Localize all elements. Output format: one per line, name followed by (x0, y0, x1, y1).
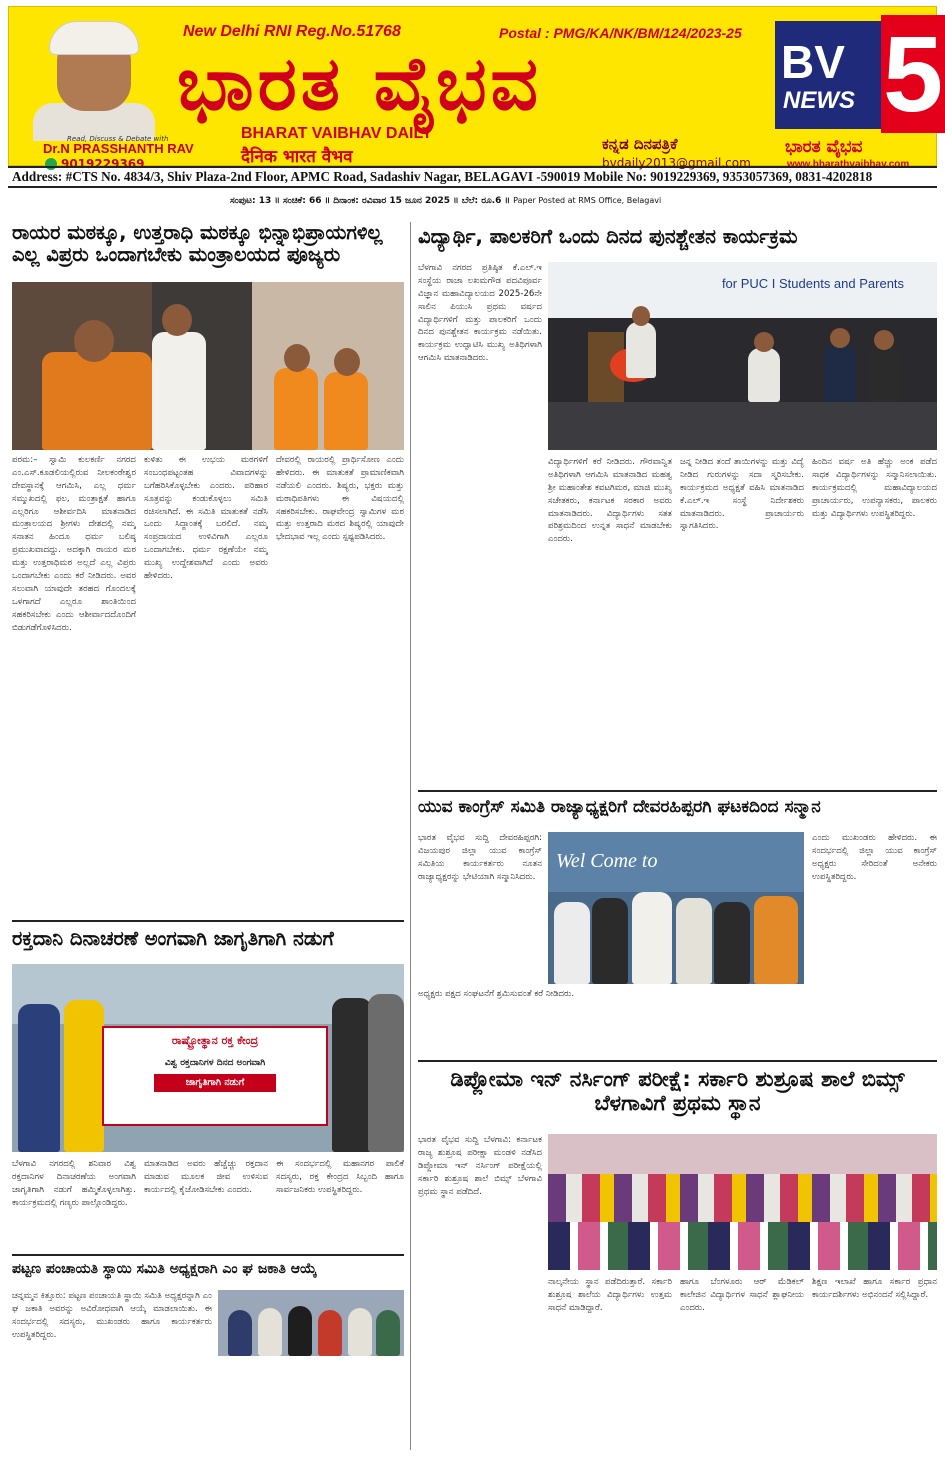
congress-column-2: ಅಧ್ಯಕ್ಷರು ಪಕ್ಷದ ಸಂಘಟನೆಗೆ ಶ್ರಮಿಸುವಂತೆ ಕರೆ ನೀಡಿದರು. (418, 989, 575, 999)
congress-headline[interactable]: ಯುವ ಕಾಂಗ್ರೆಸ್ ಸಮಿತಿ ರಾಜ್ಯಾಧ್ಯಕ್ಷರಿಗೆ ದೇವರಹಿಪ್ಪರಗಿ ಘಟಕದಿಂದ ಸನ್ಮಾನ (418, 798, 821, 817)
nursing-column-1: ಭಾರತ ವೈಭವ ಸುದ್ದಿ ಬೆಳಗಾವಿ: ಕರ್ನಾಟಕ ರಾಜ್ಯ ಶುಶ್ರೂಷ ಪರೀಕ್ಷಾ ಮಂಡಳಿ ನಡೆಸಿದ ಡಿಪ್ಲೋಮಾ ಇನ್ ನರ್ಸಿಂಗ್ ಪರೀಕ್ಷೆಯಲ್ಲಿ ಸರ್ಕಾರಿ ಶುಶ್ರೂಷ ಶಾಲೆ ಬಿಮ್ಸ್ ಬೆಳಗಾವಿ ಪ್ರಥಮ ಸ್ಥಾನ ಪಡೆದಿದೆ. (418, 1135, 542, 1197)
bv5-news-logo: BV NEWS 5 (775, 21, 941, 135)
awareness-banner: ರಾಷ್ಟ್ರೋತ್ಥಾನ ರಕ್ತ ಕೇಂದ್ರ ವಿಶ್ವ ರಕ್ತದಾನಿಗಳ ದಿನದ ಅಂಗವಾಗಿ ಜಾಗೃತಿಗಾಗಿ ನಡುಗೆ (102, 1026, 328, 1126)
column-separator (410, 222, 411, 1450)
divider (12, 1254, 404, 1256)
panchayat-photo[interactable] (218, 1290, 404, 1356)
congress-column-1: ಭಾರತ ವೈಭವ ಸುದ್ದಿ ದೇವರಹಿಪ್ಪರಗಿ: ವಿಜಯಪುರ ಜಿಲ್ಲಾ ಯುವ ಕಾಂಗ್ರೆಸ್ ಸಮಿತಿಯ ಕಾರ್ಯಕರ್ತರು ನೂತನ ರಾಜ್ಯಾಧ್ಯಕ್ಷರನ್ನು ಭೇಟಿಯಾಗಿ ಸನ್ಮಾನಿಸಿದರು. (418, 833, 542, 882)
editor-phone-number: 9019229369 (61, 157, 145, 171)
student-column-1-cont (418, 456, 542, 786)
welcome-banner: Wel Come to (556, 850, 658, 872)
divider (418, 790, 937, 792)
blood-walk-photo[interactable] (12, 964, 404, 1152)
nursing-column-4: ಶಿಕ್ಷಣ ಇಲಾಖೆ ಹಾಗೂ ಸರ್ಕಾರ ಪ್ರಧಾನ ಕಾರ್ಯದರ್ಶಿಗಳು ಅಭಿನಂದನೆ ಸಲ್ಲಿಸಿದ್ದಾರೆ. (812, 1277, 937, 1300)
editor-name: Dr.N PRASSHANTH RAV (43, 141, 194, 156)
blood-column-1: ಬೆಳಗಾವಿ ನಗರದಲ್ಲಿ ಶನಿವಾರ ವಿಶ್ವ ರಕ್ತದಾನಿಗಳ ದಿನಾಚರಣೆಯ ಅಂಗವಾಗಿ ಜಾಗೃತಿಗಾಗಿ ನಡುಗೆ ಹಮ್ಮಿಕೊಳ್ಳಲಾಗಿತ್ತು. ಕಾರ್ಯಕ್ರಮದಲ್ಲಿ ಗಣ್ಯರು ಪಾಲ್ಗೊಂಡಿದ್ದರು. (12, 1159, 136, 1208)
panchayat-headline[interactable]: ಪಟ್ಟಣ ಪಂಚಾಯತಿ ಸ್ಥಾಯಿ ಸಮಿತಿ ಅಧ್ಯಕ್ಷರಾಗಿ ಎಂ ಘ ಜಕಾತಿ ಆಯ್ಕೆ (12, 1262, 317, 1277)
nursing-award-photo[interactable] (548, 1134, 937, 1270)
student-column-2: ವಿದ್ಯಾರ್ಥಿಗಳಿಗೆ ಕರೆ ನೀಡಿದರು. ಗೌರವಾನ್ವಿತ ಅತಿಥಿಗಳಾಗಿ ಆಗಮಿಸಿ ಮಾತನಾಡಿದ ಮಹತ್ವ ಶ್ರೀ ಮಹಾಂತೇಶ ಕವಟಗಿಮಠ, ಮಾಜಿ ಮುಖ್ಯ ಸಚೇತಕರು, ಕರ್ನಾಟಕ ಸರಕಾರ ಅವರು ಮಾತನಾಡಿದರು. ವಿದ್ಯಾರ್ಥಿಗಳು ಸತತ ಪರಿಶ್ರಮದಿಂದ ಉನ್ನತ ಸಾಧನೆ ಮಾಡಬೇಕು ಎಂದರು. (548, 457, 672, 545)
nursing-headline[interactable]: ಡಿಪ್ಲೋಮಾ ಇನ್ ನರ್ಸಿಂಗ್ ಪರೀಕ್ಷೆ: ಸರ್ಕಾರಿ ಶುಶ್ರೂಷ ಶಾಲೆ ಬಿಮ್ಸ್ ಬೆಳಗಾವಿಗೆ ಪ್ರಥಮ ಸ್ಥಾನ (450, 1068, 905, 1115)
newspaper-title-english: BHARAT VAIBHAV DAILY (241, 125, 433, 142)
divider (418, 1060, 937, 1062)
bv5-kannada-name: ಭಾರತ ವೈಭವ (785, 137, 863, 157)
kannada-daily-label: ಕನ್ನಡ ದಿನಪತ್ರಿಕೆ (602, 135, 678, 153)
stage-banner: for PUC I Students and Parents (721, 276, 905, 291)
masthead-banner (8, 6, 944, 171)
student-column-3: ಜನ್ನ ನೀಡಿದ ತಂದೆ ತಾಯಿಗಳನ್ನು ಮತ್ತು ವಿದ್ಯೆ ನೀಡಿದ ಗುರುಗಳನ್ನು ಸದಾ ಸ್ಮರಿಸಬೇಕು. ಕಾರ್ಯಕ್ರಮದ ಅಧ್ಯಕ್ಷತೆ ವಹಿಸಿ ಮಾತನಾಡಿದ ಕೆ.ಎಲ್.ಇ ಸಂಸ್ಥೆ ನಿರ್ದೇಶಕರು ಮಾತನಾಡಿದರು. ಪ್ರಾಚಾರ್ಯರು ಸ್ವಾಗತಿಸಿದರು. (680, 457, 804, 532)
posted-note: Paper Posted at RMS Office, Belagavi (513, 196, 662, 205)
rni-number: New Delhi RNI Reg.No.51768 (183, 23, 401, 40)
blood-column-2: ಮಾತನಾಡಿದ ಅವರು ಹೆಚ್ಚೆಚ್ಚು ರಕ್ತದಾನ ಮಾಡುವ ಮೂಲಕ ಜೀವ ಉಳಿಸುವ ಕಾರ್ಯದಲ್ಲಿ ಕೈಜೋಡಿಸಬೇಕು ಎಂದರು. (144, 1159, 268, 1195)
panchayat-column-1: ಚನ್ನಮ್ಮನ ಕಿತ್ತೂರು: ಪಟ್ಟಣ ಪಂಚಾಯತಿ ಸ್ಥಾಯಿ ಸಮಿತಿ ಅಧ್ಯಕ್ಷರನ್ನಾಗಿ ಎಂ ಘ ಜಕಾತಿ ಅವರನ್ನು ಅವಿರೋಧವಾಗಿ ಆಯ್ಕೆ ಮಾಡಲಾಯಿತು. ಈ ಸಂದರ್ಭದಲ್ಲಿ ಸದಸ್ಯರು, ಮುಖಂಡರು ಹಾಗೂ ಕಾರ್ಯಕರ್ತರು ಉಪಸ್ಥಿತರಿದ್ದರು. (12, 1291, 212, 1340)
matha-headline[interactable]: ರಾಯರ ಮಠಕ್ಕೂ, ಉತ್ತರಾಧಿ ಮಠಕ್ಕೂ ಭಿನ್ನಾಭಿಪ್ರಾಯಗಳಿಲ್ಲ ಎಲ್ಲ ವಿಪ್ರರು ಒಂದಾಗಬೇಕು ಮಂತ್ರಾಲಯದ ಪೂಜ್ಯರು (12, 222, 383, 266)
newspaper-title-hindi: दैनिक भारत वैभव (241, 147, 353, 167)
newspaper-title: ಭಾರತ ವೈಭವ (177, 41, 543, 127)
student-column-4: ಹಿಂದಿನ ವರ್ಷ ಅತಿ ಹೆಚ್ಚು ಅಂಕ ಪಡೆದ ಸಾಧಕ ವಿದ್ಯಾರ್ಥಿಗಳನ್ನು ಸನ್ಮಾನಿಸಲಾಯಿತು. ಕಾರ್ಯಕ್ರಮದಲ್ಲಿ ಮಹಾವಿದ್ಯಾಲಯದ ಪ್ರಾಚಾರ್ಯರು, ಉಪನ್ಯಾಸಕರು, ಪಾಲಕರು ಮತ್ತು ವಿದ್ಯಾರ್ಥಿಗಳು ಉಪಸ್ಥಿತರಿದ್ದರು. (812, 457, 937, 519)
student-column-1: ಬೆಳಗಾವಿ ನಗರದ ಪ್ರತಿಷ್ಠಿತ ಕೆ.ಎಲ್.ಇ ಸಂಸ್ಥೆಯ ರಾಜಾ ಲಖಮಗೌಡ ಪದವಿಪೂರ್ವ ವಿಜ್ಞಾನ ಮಹಾವಿದ್ಯಾಲಯದ 2025-26ನೇ ಸಾಲಿನ ಪಿಯುಸಿ ಪ್ರಥಮ ವರ್ಷದ ವಿದ್ಯಾರ್ಥಿಗಳಿಗೆ ಮತ್ತು ಪಾಲಕರಿಗೆ ಒಂದು ದಿನದ ಪುನಶ್ಚೇತನ ಕಾರ್ಯಕ್ರಮ ನಡೆಯಿತು. ಕಾರ್ಯಕ್ರಮ ಉದ್ಘಾಟಿಸಿ ಮುಖ್ಯ ಅತಿಥಿಗಳಾಗಿ ಆಗಮಿಸಿ ಮಾತನಾಡಿದರು. (418, 263, 542, 364)
contact-email[interactable]: bvdaily2013@gmail.com (602, 156, 751, 170)
nursing-column-2: ನಾಲ್ಕನೇಯ ಸ್ಥಾನ ಪಡೆದಿರುತ್ತಾರೆ. ಸರ್ಕಾರಿ ಶುಶ್ರೂಷ ಶಾಲೆಯ ವಿದ್ಯಾರ್ಥಿಗಳು ಉತ್ತಮ ಸಾಧನೆ ಮಾಡಿದ್ದಾರೆ. (548, 1277, 672, 1313)
blood-headline[interactable]: ರಕ್ತದಾನಿ ದಿನಾಚರಣೆ ಅಂಗವಾಗಿ ಜಾಗೃತಿಗಾಗಿ ನಡುಗೆ (12, 928, 334, 950)
student-programme-photo[interactable] (548, 262, 937, 450)
editor-portrait (19, 21, 169, 141)
masthead (0, 0, 945, 171)
issue-info (230, 196, 661, 206)
congress-column-3: ಎಂದು ಮುಖಂಡರು ಹೇಳಿದರು. ಈ ಸಂದರ್ಭದಲ್ಲಿ ಜಿಲ್ಲಾ ಯುವ ಕಾಂಗ್ರೆಸ್ ಅಧ್ಯಕ್ಷರು ಸೇರಿದಂತೆ ಅನೇಕರು ಉಪಸ್ಥಿತರಿದ್ದರು. (812, 833, 937, 882)
address-bar: Address: #CTS No. 4834/3, Shiv Plaza-2nd Floor, APMC Road, Sadashiv Nagar, BELAGAVI -590019 Mobile No: 9019229369, 9353057369, 0831-4202818 (8, 166, 937, 188)
postal-registration: Postal : PMG/KA/NK/BM/124/2023-25 (499, 25, 742, 41)
website-url[interactable]: www.bharathvaibhav.com (787, 159, 910, 170)
matha-column-2: ಕುಳಿತು ಈ ಉಭಯ ಮಠಗಳಿಗೆ ಸಂಬಂಧಪಟ್ಟಂತಹ ವಿವಾದಗಳನ್ನು ಬಗೆಹರಿಸಿಕೊಳ್ಳಬೇಕು ಎಂದರು. ಪರಿಹಾರ ಸೂತ್ರವನ್ನು ಕಂಡುಕೊಳ್ಳಲು ಸಮಿತಿ ರಚಿಸಲಾಗಿದೆ. ಈ ಸಮಿತಿ ಮಾತುಕತೆ ನಡೆಸಿ ಒಂದು ಸಿದ್ಧಾಂತಕ್ಕೆ ಬರಲಿದೆ. ನಮ್ಮ ಸಂಪ್ರದಾಯದ ಉಳಿವಿಗಾಗಿ ಎಲ್ಲರೂ ಒಂದಾಗಬೇಕು. ಧರ್ಮ ರಕ್ಷಣೆಯೇ ನಮ್ಮ ಮುಖ್ಯ ಉದ್ದೇಶವಾಗಿದೆ ಎಂದು ಅವರು ಹೇಳಿದರು. (144, 455, 268, 582)
matha-column-1: ಪರಮ:– ಸ್ವಾಮಿ ಕುಲಕರ್ಣಿ ನಗರದ ಎಂ.ಎಸ್.ಕೂಡಲಿಯಲ್ಲಿರುವ ನೀಲಕಂಠೇಶ್ವರ ದೇವಸ್ಥಾನಕ್ಕೆ ಆಗಮಿಸಿ, ಎಲ್ಲ ಧರ್ಮ ಸಮ್ಮುಖದಲ್ಲಿ ಫಲ, ಮಂತ್ರಾಕ್ಷತೆ ಹಾಗೂ ಎಲ್ಲರಿಗೂ ಆಶೀರ್ವದಿಸಿ ಮಾತನಾಡಿದ ಮಂತ್ರಾಲಯದ ಶ್ರೀಗಳು ದೇಶದಲ್ಲಿ ನಮ್ಮ ಸನಾತನ ಹಿಂದೂ ಧರ್ಮ ಬಲಿಷ್ಠ ಪ್ರಮುಖವಾದದ್ದು. ಅದಕ್ಕಾಗಿ ರಾಯರ ಮಠ ಮತ್ತು ಉತ್ತರಾಧಿಮಠ ಅಲ್ಲದೆ ಎಲ್ಲ ವಿಪ್ರರು ಒಂದಾಗಬೇಕು ಎಂದು ಕರೆ ನೀಡಿದರು. ಅವರ ಸಲುವಾಗಿ ಯಾವುದೇ ತರಹದ ಗೊಂದಲಕ್ಕೆ ಒಳಗಾಗದೆ ಎಲ್ಲರೂ ಶಾಂತಿಯಿಂದ ಸಹಕರಿಸಬೇಕು ಎಂದು ಆಶೀರ್ವಾದದೊಂದಿಗೆ ಬಿಡುಗಡೆಗೊಳಿಸಿದರು. (12, 455, 136, 633)
student-headline[interactable]: ವಿದ್ಯಾರ್ಥಿ, ಪಾಲಕರಿಗೆ ಒಂದು ದಿನದ ಪುನಶ್ಚೇತನ ಕಾರ್ಯಕ್ರಮ (418, 226, 798, 248)
matha-column-3: ದೇವರಲ್ಲಿ ರಾಯರಲ್ಲಿ ಪ್ರಾರ್ಥಿಸೋಣ ಎಂದು ಹೇಳಿದರು. ಈ ಮಾತುಕತೆ ಪ್ರಾಮಾಣಿಕವಾಗಿ ನಡೆಯಲಿ ಎಂದರು. ಶಿಷ್ಯರು, ಭಕ್ತರು ಮತ್ತು ಮಠಾಧಿಪತಿಗಳು ಈ ವಿಷಯದಲ್ಲಿ ಸಹಕರಿಸಬೇಕು. ರಾಘವೇಂದ್ರ ಸ್ವಾಮಿಗಳ ಮಠ ಮತ್ತು ಉತ್ತರಾದಿ ಮಠದ ಶಿಷ್ಯರಲ್ಲಿ ಯಾವುದೇ ಭೇದಭಾವ ಇಲ್ಲ ಎಂದು ಸ್ಪಷ್ಟಪಡಿಸಿದರು. (276, 455, 404, 543)
editor-tagline: Read, Discuss & Debate with (67, 135, 169, 143)
issue-line: ಸಂಪುಟ: 13 ॥ ಸಂಚಿಕೆ: 66 ॥ ದಿನಾಂಕ: ರವಿವಾರ 15 ಜೂನ 2025 ॥ ಬೆಲೆ: ರೂ.6 ॥ (230, 196, 511, 206)
blood-column-3: ಈ ಸಂದರ್ಭದಲ್ಲಿ ಮಹಾನಗರ ಪಾಲಿಕೆ ಸದಸ್ಯರು, ರಕ್ತ ಕೇಂದ್ರದ ಸಿಬ್ಬಂದಿ ಹಾಗೂ ಸಾರ್ವಜನಿಕರು ಉಪಸ್ಥಿತರಿದ್ದರು. (276, 1159, 404, 1195)
matha-photo[interactable] (12, 282, 404, 450)
divider (12, 920, 404, 922)
congress-felicitation-photo[interactable] (548, 832, 804, 984)
nursing-column-3: ಹಾಗೂ ಬೆಂಗಳೂರು ಆರ್ ಮೆಡಿಕಲ್ ಕಾಲೇಜಿನ ವಿದ್ಯಾರ್ಥಿಗಳ ಸಾಧನೆ ಶ್ಲಾಘನೀಯ ಎಂದರು. (680, 1277, 804, 1313)
